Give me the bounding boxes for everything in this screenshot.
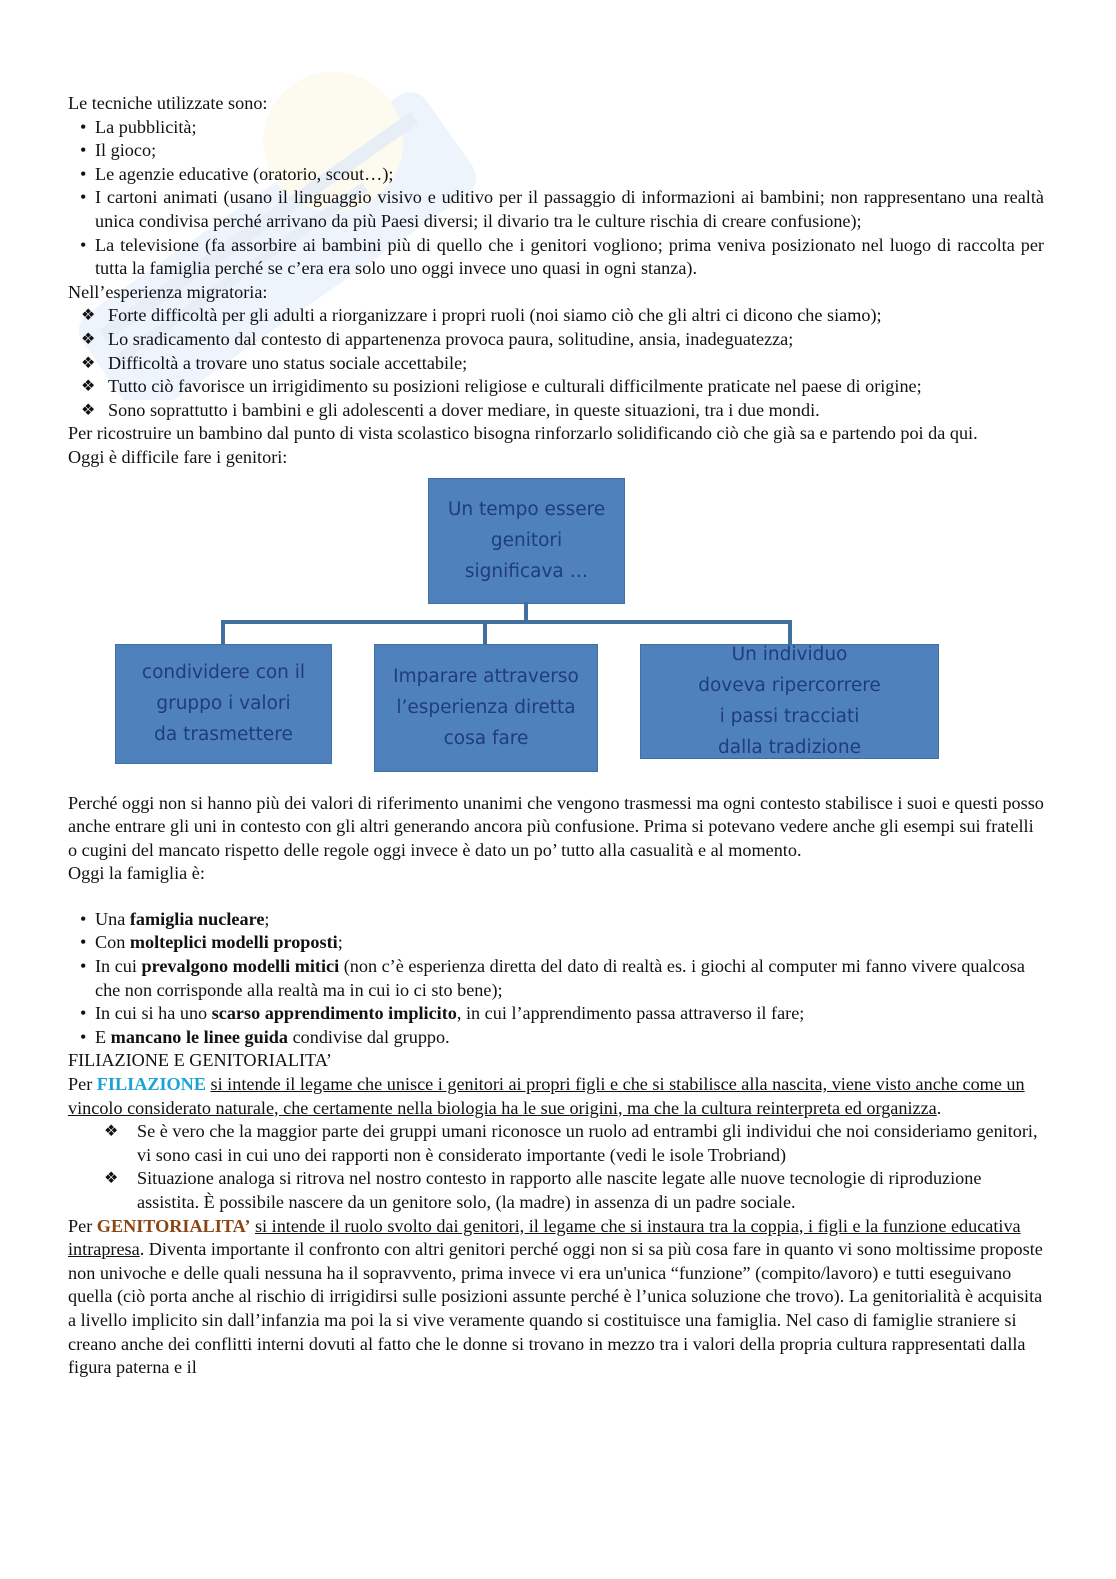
hierarchy-diagram	[68, 476, 1044, 788]
genitorialita-term: GENITORIALITA’	[96, 1215, 251, 1236]
list-item: • La televisione (fa assorbire ai bambini più di quello che i genitori vogliono; prima veniva posizionato nel luogo di raccolta per tutta la famiglia perché se c’era era solo uno oggi invece uno quasi in ogni stanza).	[68, 234, 1044, 281]
list-item: • Con molteplici modelli proposti;	[68, 931, 1044, 955]
techniques-list	[68, 116, 1044, 281]
techniques-intro: Le tecniche utilizzate sono:	[68, 93, 268, 113]
filiazione-list	[68, 1120, 1044, 1214]
list-item: • I cartoni animati (usano il linguaggio visivo e uditivo per il passaggio di informazioni ai bambini; non rappresentano una realtà unica condivisa perché arrivano da più Paesi diversi; il divario tra le culture rischia di creare confusione);	[68, 186, 1044, 233]
why-paragraph: Perché oggi non si hanno più dei valori di riferimento unanimi che vengono trasmessi ma ogni contesto stabilisce i suoi e questi posso anche entrare gli uni in contesto con gli altri generando ancora più confusione. Prima si potevano vedere anche gli esempi sui fratelli o cugini del mancato rispetto delle regole oggi invece è dato un po’ tutto alla casualità e al momento.	[68, 792, 1044, 860]
list-item: • La pubblicità;	[68, 116, 1044, 140]
list-item: • In cui prevalgono modelli mitici (non c’è esperienza diretta del dato di realtà es. i giochi al computer mi fanno vivere qualcosa che non corrisponde alla realtà ma in cui io ci sto bene);	[68, 955, 1044, 1002]
section-title: FILIAZIONE E GENITORIALITA’	[68, 1050, 332, 1071]
parents-heading: Oggi è difficile fare i genitori:	[68, 446, 288, 467]
diagram-child-box: condividere con il gruppo i valori da trasmettere	[115, 644, 332, 764]
rebuild-paragraph: Per ricostruire un bambino dal punto di vista scolastico bisogna rinforzarlo solidificando ciò che già sa e partendo poi da qui.	[68, 423, 978, 444]
list-item: • Le agenzie educative (oratorio, scout…);	[68, 163, 1044, 187]
list-item: ❖ Situazione analoga si ritrova nel nostro contesto in rapporto alle nascite legate alle nuove tecnologie di riproduzione assistita. È possibile nascere da un genitore solo, (la madre) in assenza di un padre sociale.	[68, 1167, 1044, 1214]
genitorialita-paragraph: Per GENITORIALITA’ si intende il ruolo svolto dai genitori, il legame che si instaura tra la coppia, i figli e la funzione educativa intrapresa. Diventa importante il confronto con altri genitori perché oggi non si sa più cosa fare in quanto vi sono moltissime proposte non univoche e delle quali nessuna ha il sopravvento, prima invece vi era un'unica “funzione” (compito/lavoro) e tutti eseguivano quella (ciò porta anche al rischio di irrigidirsi sulle posizioni assunte perché è l’unica soluzione che trovo). La genitorialità è acquisita a livello implicito sin dall’infanzia ma poi la si vive veramente quando si costituisce una famiglia. Nel caso di famiglie straniere si creano anche dei conflitti interni dovuti al fatto che le donne si trovano in mezzo tra i valori della propria cultura rappresentati dalla figura paterna e il	[68, 1215, 1043, 1378]
diagram-child-box: Un individuo doveva ripercorrere i passi tracciati dalla tradizione	[640, 644, 939, 759]
filiazione-paragraph: Per FILIAZIONE si intende il legame che unisce i genitori ai propri figli e che si stabilisce alla nascita, viene visto anche come un vincolo considerato naturale, che certamente nella biologia ha le sue origini, ma che la cultura reinterpreta ed organizza.	[68, 1074, 1025, 1118]
diagram-connector	[221, 620, 792, 624]
list-item: • E mancano le linee guida condivise dal gruppo.	[68, 1026, 1044, 1050]
diagram-connector	[221, 620, 225, 644]
list-item: ❖ Lo sradicamento dal contesto di appartenenza provoca paura, solitudine, ansia, inadeguatezza;	[68, 328, 1044, 352]
diagram-connector	[483, 620, 487, 644]
document-page	[68, 92, 1044, 1380]
list-item: • In cui si ha uno scarso apprendimento implicito, in cui l’apprendimento passa attraverso il fare;	[68, 1002, 1044, 1026]
migration-heading: Nell’esperienza migratoria:	[68, 281, 268, 302]
family-list	[68, 908, 1044, 1050]
filiazione-term: FILIAZIONE	[96, 1074, 206, 1095]
list-item: ❖ Sono soprattutto i bambini e gli adolescenti a dover mediare, in queste situazioni, tra i due mondi.	[68, 399, 1044, 423]
diagram-root-box: Un tempo essere genitori significava …	[428, 478, 625, 604]
list-item: • Il gioco;	[68, 139, 1044, 163]
list-item: ❖ Forte difficoltà per gli adulti a riorganizzare i propri ruoli (noi siamo ciò che gli altri ci dicono che siamo);	[68, 304, 1044, 328]
spacer	[68, 886, 1044, 908]
list-item: ❖ Tutto ciò favorisce un irrigidimento su posizioni religiose e culturali difficilmente praticate nel paese di origine;	[68, 375, 1044, 399]
diagram-child-box: Imparare attraverso l’esperienza diretta cosa fare	[374, 644, 598, 772]
list-item: ❖ Difficoltà a trovare uno status sociale accettabile;	[68, 352, 1044, 376]
list-item: • Una famiglia nucleare;	[68, 908, 1044, 932]
family-heading: Oggi la famiglia è:	[68, 863, 205, 884]
diagram-connector	[524, 602, 528, 622]
migration-list	[68, 304, 1044, 422]
list-item: ❖ Se è vero che la maggior parte dei gruppi umani riconosce un ruolo ad entrambi gli individui che noi consideriamo genitori, vi sono casi in cui uno dei rapporti non è considerato importante (vedi le isole Trobriand)	[68, 1120, 1044, 1167]
